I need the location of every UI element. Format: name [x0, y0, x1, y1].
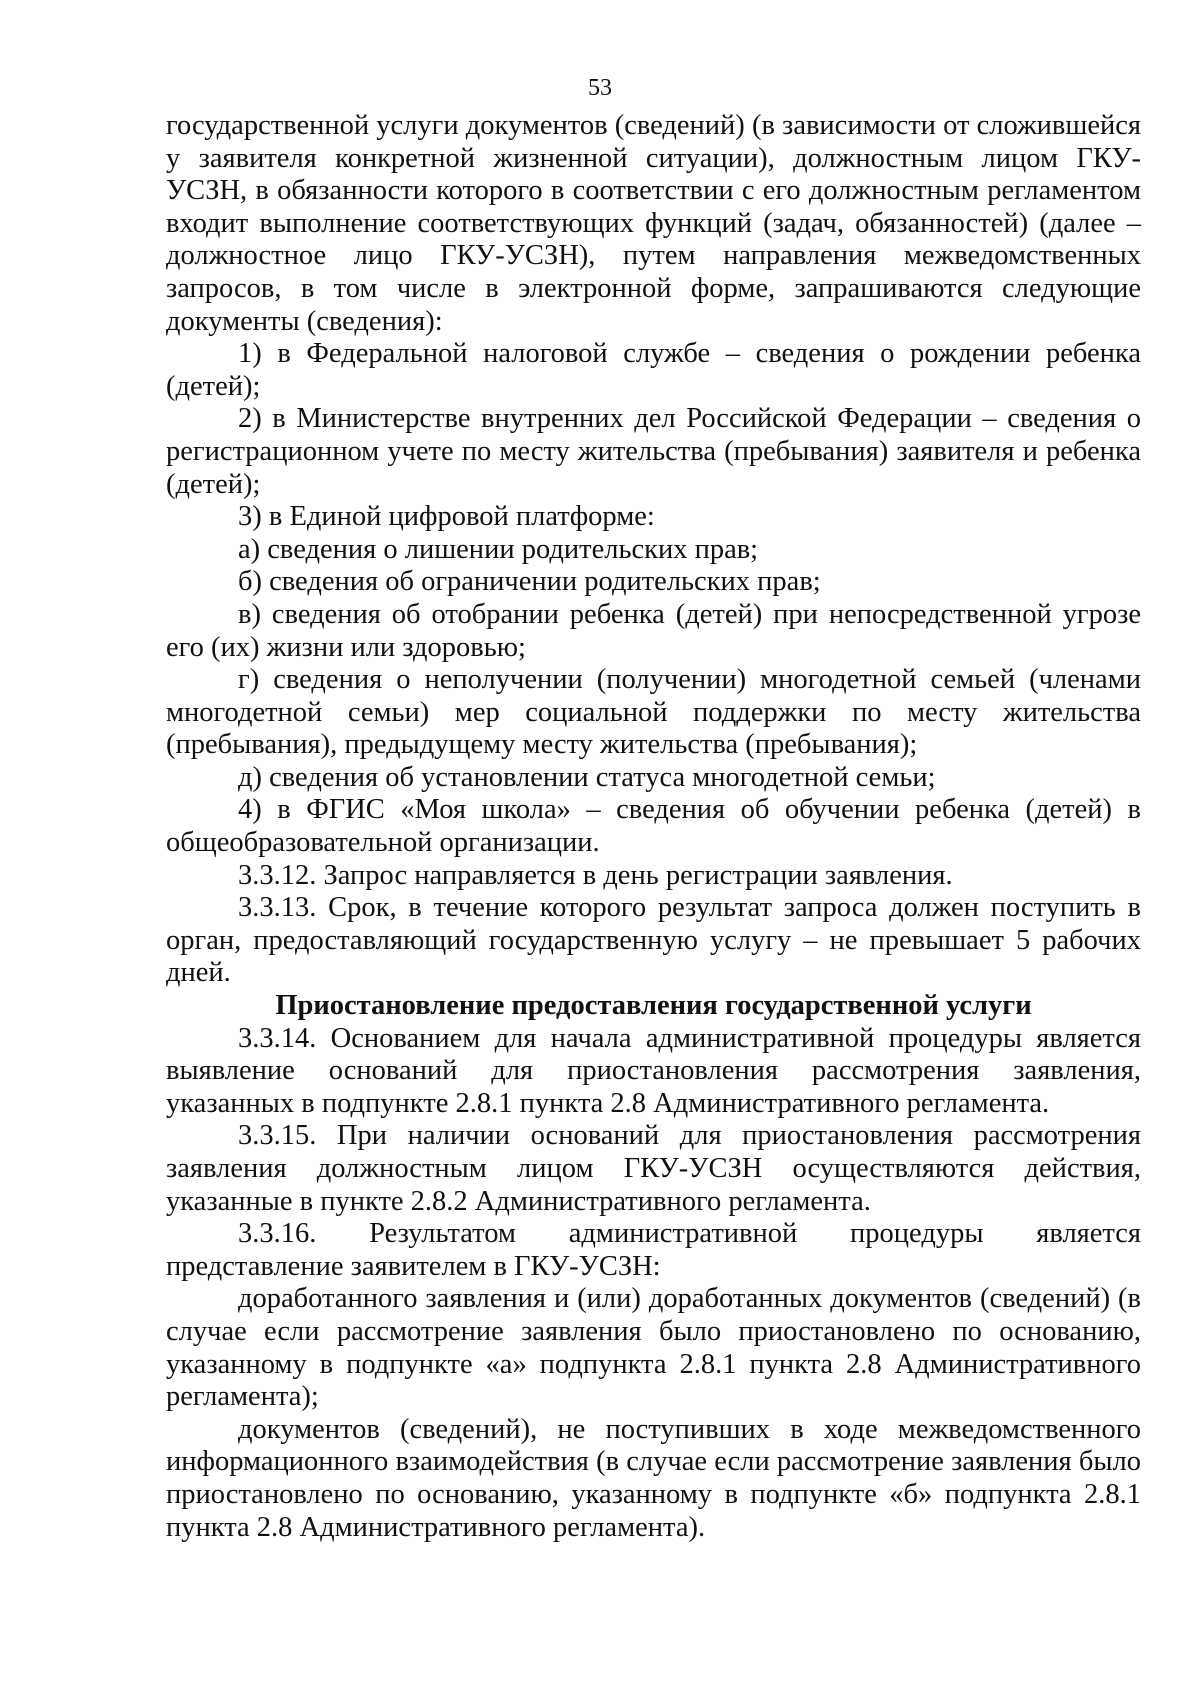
- sub-item-b: б) сведения об ограничении родительских прав;: [238, 566, 821, 598]
- list-item-2-interior-ministry: 2) в Министерстве внутренних дел Российской Федерации – сведения о регистрационном учете по месту жительства (пребывания) заявителя и ребенка (детей);: [166, 403, 1141, 500]
- clause-3-3-15: 3.3.15. При наличии оснований для приостановления рассмотрения заявления должностным лицом ГКУ-УСЗН осуществляются действия, указанные в пункте 2.8.2 Административного регламента.: [166, 1120, 1141, 1217]
- clause-3-3-16: 3.3.16. Результатом административной процедуры является представление заявителем в ГКУ-УСЗН:: [166, 1218, 1141, 1282]
- section-heading: Приостановление предоставления государственной услуги: [275, 990, 1032, 1022]
- result-item-1: доработанного заявления и (или) доработанных документов (сведений) (в случае если рассмотрение заявления было приостановлено по основанию, указанному в подпункте «а» подпункта 2.8.1 пункта 2.8 Административного регламента);: [166, 1283, 1141, 1413]
- sub-item-g: г) сведения о неполучении (получении) многодетной семьей (членами многодетной семьи) мер социальной поддержки по месту жительства (пребывания), предыдущему месту жительства (пребывания);: [166, 664, 1141, 761]
- list-item-3-digital-platform: 3) в Единой цифровой платформе:: [238, 501, 655, 533]
- list-item-4-my-school: 4) в ФГИС «Моя школа» – сведения об обучении ребенка (детей) в общеобразовательной организации.: [166, 794, 1141, 859]
- clause-3-3-12: 3.3.12. Запрос направляется в день регистрации заявления.: [238, 859, 953, 891]
- clause-3-3-14: 3.3.14. Основанием для начала административной процедуры является выявление оснований для приостановления рассмотрения заявления, указанных в подпункте 2.8.1 пункта 2.8 Административного регламента.: [166, 1022, 1141, 1119]
- sub-item-v: в) сведения об отобрании ребенка (детей) при непосредственной угрозе его (их) жизни или здоровью;: [166, 598, 1141, 663]
- document-body: [166, 110, 1141, 1544]
- result-item-2: документов (сведений), не поступивших в ходе межведомственного информационного взаимодействия (в случае если рассмотрение заявления было приостановлено по основанию, указанному в подпункте «б» подпункта 2.8.1 пункта 2.8 Административного регламента).: [166, 1413, 1141, 1543]
- list-item-1-tax-service: 1) в Федеральной налоговой службе – сведения о рождении ребенка (детей);: [166, 338, 1141, 402]
- paragraph-intro: государственной услуги документов (сведений) (в зависимости от сложившейся у заявителя конкретной жизненной ситуации), должностным лицом ГКУ-УСЗН, в обязанности которого в соответствии с его должностным регламентом входит выполнение соответствующих функций (задач, обязанностей) (далее – должностное лицо ГКУ-УСЗН), путем направления межведомственных запросов, в том числе в электронной форме, запрашиваются следующие документы (сведения):: [166, 110, 1141, 337]
- clause-3-3-13: 3.3.13. Срок, в течение которого результат запроса должен поступить в орган, предоставляющий государственную услугу – не превышает 5 рабочих дней.: [166, 892, 1141, 989]
- sub-item-d: д) сведения об установлении статуса многодетной семьи;: [238, 761, 936, 793]
- page-number: 53: [588, 75, 612, 101]
- sub-item-a: а) сведения о лишении родительских прав;: [238, 533, 759, 565]
